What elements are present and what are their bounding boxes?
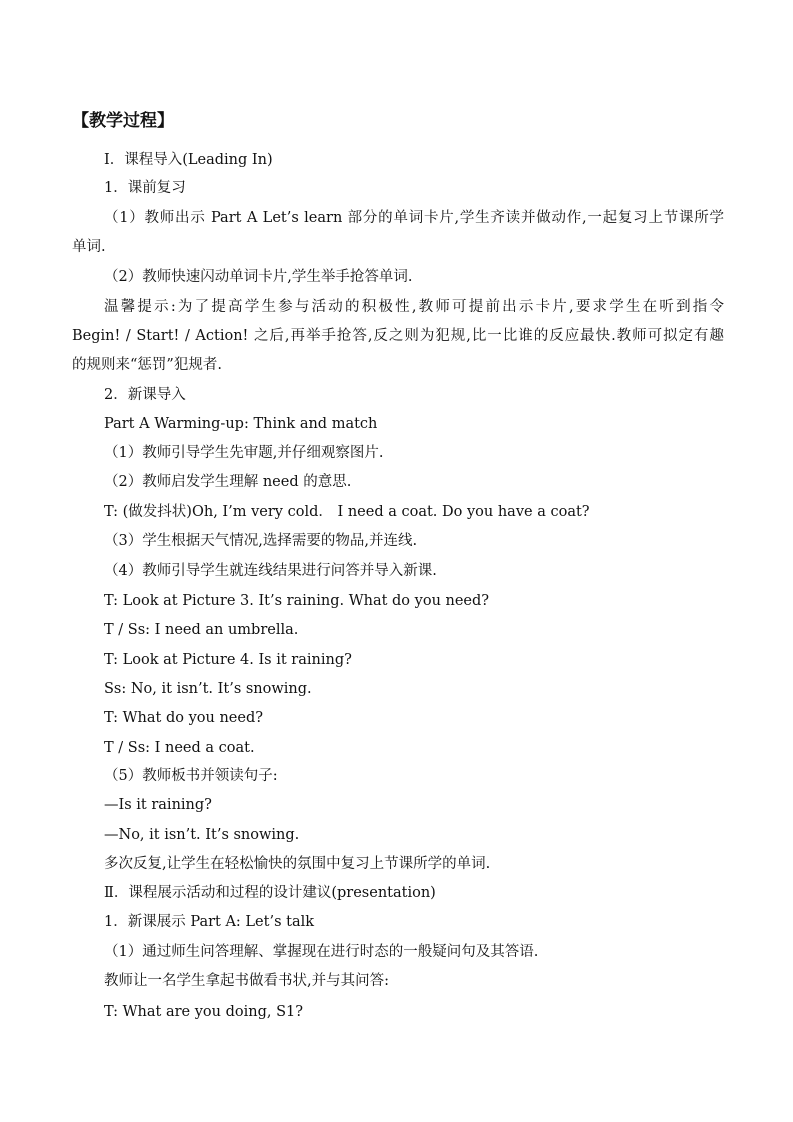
dialogue-line: T: (做发抖状)Oh, I’m very cold． I need a coat. Do you have a coat?	[104, 504, 590, 520]
dialogue-line: Ss: No, it isn’t. It’s snowing.	[104, 681, 312, 697]
paragraph-line: 多次反复,让学生在轻松愉快的氛围中复习上节课所学的单词.	[104, 856, 491, 872]
paragraph-line: （4）教师引导学生就连线结果进行问答并导入新课.	[104, 563, 437, 579]
dialogue-line: —No, it isn’t. It’s snowing.	[104, 827, 300, 843]
paragraph-line: （1）通过师生问答理解、掌握现在进行时态的一般疑问句及其答语.	[104, 944, 539, 960]
paragraph-line: （2）教师快速闪动单词卡片,学生举手抢答单词.	[104, 269, 413, 285]
dialogue-line: T / Ss: I need a coat.	[104, 740, 255, 756]
subsection-new-lesson-display: 1．新课展示 Part A: Let’s talk	[104, 914, 315, 930]
dialogue-line: T: What do you need?	[104, 710, 264, 726]
tip-line: Begin! / Start! / Action! 之后,再举手抢答,反之则为犯规,比一比谁的反应最快.教师可拟定有趣	[72, 328, 724, 344]
paragraph-line: 单词.	[72, 239, 106, 255]
dialogue-line: T / Ss: I need an umbrella.	[104, 622, 299, 638]
tip-line: 温馨提示:为了提高学生参与活动的积极性,教师可提前出示卡片,要求学生在听到指令	[104, 299, 724, 315]
dialogue-line: —Is it raining?	[104, 797, 212, 813]
dialogue-line: T: Look at Picture 3. It’s raining. What do you need?	[104, 593, 490, 609]
paragraph-line: （2）教师启发学生理解 need 的意思.	[104, 474, 352, 490]
paragraph-line: （1）教师出示 Part A Let’s learn 部分的单词卡片,学生齐读并做动作,一起复习上节课所学	[104, 210, 724, 226]
section-heading: 【教学过程】	[72, 111, 174, 131]
paragraph-line: （5）教师板书并领读句子:	[104, 768, 278, 784]
paragraph-line: （1）教师引导学生先审题,并仔细观察图片.	[104, 445, 384, 461]
section-title-presentation: Ⅱ．课程展示活动和过程的设计建议(presentation)	[104, 885, 436, 901]
subsection-new-lesson: 2．新课导入	[104, 387, 186, 403]
paragraph-line: 教师让一名学生拿起书做看书状,并与其问答:	[104, 973, 389, 989]
subsection-review: 1．课前复习	[104, 180, 186, 196]
dialogue-line: T: What are you doing, S1?	[104, 1004, 304, 1020]
section-title-leading-in: Ⅰ．课程导入(Leading In)	[104, 152, 273, 168]
paragraph-line: （3）学生根据天气情况,选择需要的物品,并连线.	[104, 533, 418, 549]
tip-line: 的规则来“惩罚”犯规者.	[72, 357, 222, 373]
paragraph-line: Part A Warming-up: Think and match	[104, 416, 378, 432]
dialogue-line: T: Look at Picture 4. Is it raining?	[104, 652, 352, 668]
